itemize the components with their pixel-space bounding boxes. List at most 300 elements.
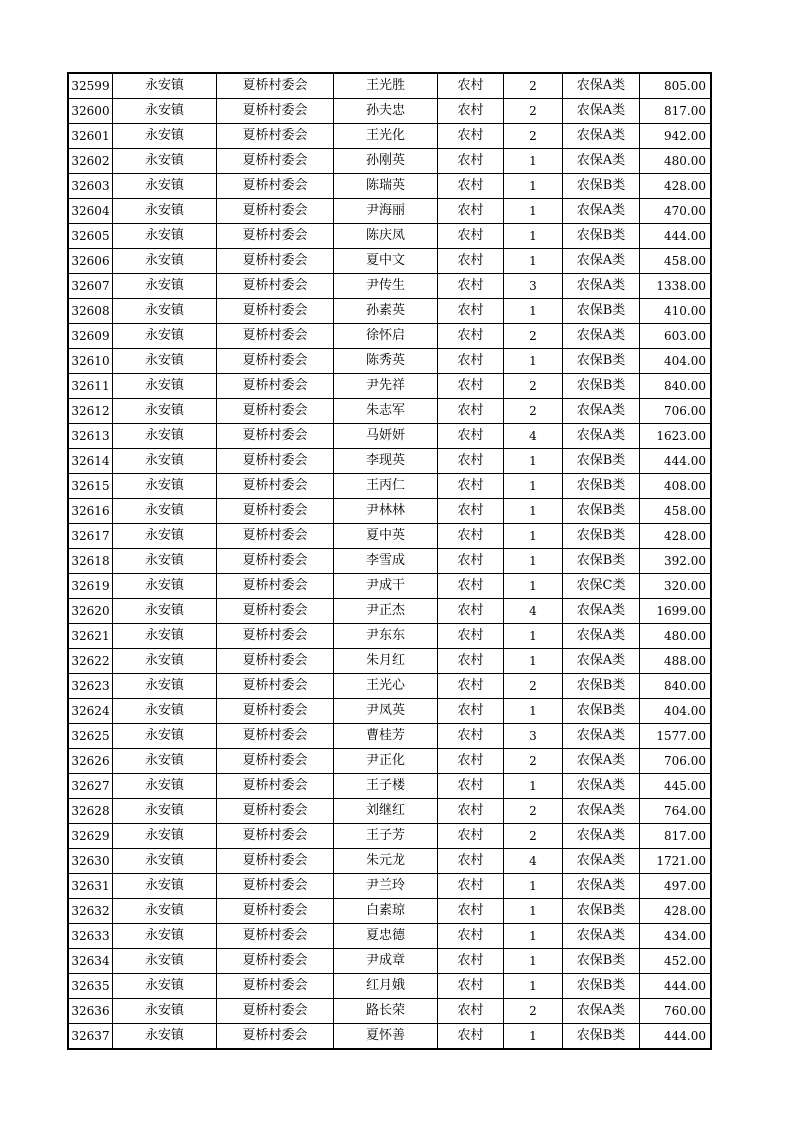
- cell-amount: 458.00: [640, 249, 712, 274]
- table-row: [68, 449, 711, 474]
- cell-serial-number: 32628: [68, 799, 113, 824]
- table-row: [68, 724, 711, 749]
- cell-village-committee: 夏桥村委会: [217, 399, 334, 424]
- cell-town: 永安镇: [113, 924, 217, 949]
- cell-household-count: 2: [504, 99, 563, 124]
- cell-village-committee: 夏桥村委会: [217, 924, 334, 949]
- cell-town: 永安镇: [113, 224, 217, 249]
- cell-town: 永安镇: [113, 824, 217, 849]
- cell-area-type: 农村: [438, 424, 504, 449]
- cell-household-count: 2: [504, 749, 563, 774]
- cell-household-count: 4: [504, 424, 563, 449]
- table-row: [68, 274, 711, 299]
- cell-village-committee: 夏桥村委会: [217, 824, 334, 849]
- cell-village-committee: 夏桥村委会: [217, 199, 334, 224]
- cell-household-count: 4: [504, 849, 563, 874]
- cell-area-type: 农村: [438, 374, 504, 399]
- cell-amount: 444.00: [640, 449, 712, 474]
- cell-area-type: 农村: [438, 349, 504, 374]
- cell-area-type: 农村: [438, 224, 504, 249]
- cell-town: 永安镇: [113, 524, 217, 549]
- cell-area-type: 农村: [438, 799, 504, 824]
- cell-village-committee: 夏桥村委会: [217, 599, 334, 624]
- table-row: [68, 699, 711, 724]
- cell-town: 永安镇: [113, 449, 217, 474]
- cell-serial-number: 32604: [68, 199, 113, 224]
- cell-insurance-category: 农保B类: [563, 299, 640, 324]
- cell-household-count: 4: [504, 599, 563, 624]
- cell-village-committee: 夏桥村委会: [217, 649, 334, 674]
- cell-person-name: 夏怀善: [334, 1024, 438, 1050]
- cell-amount: 817.00: [640, 824, 712, 849]
- cell-serial-number: 32617: [68, 524, 113, 549]
- cell-amount: 444.00: [640, 974, 712, 999]
- cell-amount: 444.00: [640, 224, 712, 249]
- cell-serial-number: 32602: [68, 149, 113, 174]
- cell-serial-number: 32632: [68, 899, 113, 924]
- cell-insurance-category: 农保A类: [563, 324, 640, 349]
- cell-serial-number: 32616: [68, 499, 113, 524]
- cell-amount: 445.00: [640, 774, 712, 799]
- cell-serial-number: 32611: [68, 374, 113, 399]
- cell-village-committee: 夏桥村委会: [217, 124, 334, 149]
- cell-insurance-category: 农保A类: [563, 99, 640, 124]
- cell-person-name: 尹成干: [334, 574, 438, 599]
- cell-town: 永安镇: [113, 324, 217, 349]
- cell-insurance-category: 农保B类: [563, 349, 640, 374]
- cell-serial-number: 32608: [68, 299, 113, 324]
- table-row: [68, 399, 711, 424]
- cell-insurance-category: 农保B类: [563, 224, 640, 249]
- cell-insurance-category: 农保A类: [563, 924, 640, 949]
- cell-household-count: 1: [504, 774, 563, 799]
- cell-area-type: 农村: [438, 999, 504, 1024]
- cell-household-count: 1: [504, 449, 563, 474]
- cell-area-type: 农村: [438, 399, 504, 424]
- cell-person-name: 尹凤英: [334, 699, 438, 724]
- cell-insurance-category: 农保C类: [563, 574, 640, 599]
- cell-town: 永安镇: [113, 149, 217, 174]
- cell-insurance-category: 农保B类: [563, 899, 640, 924]
- cell-village-committee: 夏桥村委会: [217, 874, 334, 899]
- cell-serial-number: 32612: [68, 399, 113, 424]
- table-row: [68, 574, 711, 599]
- cell-person-name: 李雪成: [334, 549, 438, 574]
- cell-insurance-category: 农保A类: [563, 599, 640, 624]
- table-row: [68, 99, 711, 124]
- cell-person-name: 朱月红: [334, 649, 438, 674]
- table-row: [68, 299, 711, 324]
- cell-insurance-category: 农保A类: [563, 999, 640, 1024]
- cell-area-type: 农村: [438, 599, 504, 624]
- cell-village-committee: 夏桥村委会: [217, 1024, 334, 1050]
- cell-area-type: 农村: [438, 449, 504, 474]
- cell-serial-number: 32622: [68, 649, 113, 674]
- cell-person-name: 朱元龙: [334, 849, 438, 874]
- cell-town: 永安镇: [113, 649, 217, 674]
- cell-area-type: 农村: [438, 899, 504, 924]
- cell-person-name: 尹兰玲: [334, 874, 438, 899]
- cell-household-count: 2: [504, 824, 563, 849]
- table-row: [68, 874, 711, 899]
- cell-person-name: 尹正杰: [334, 599, 438, 624]
- cell-serial-number: 32629: [68, 824, 113, 849]
- cell-amount: 470.00: [640, 199, 712, 224]
- cell-village-committee: 夏桥村委会: [217, 474, 334, 499]
- cell-amount: 603.00: [640, 324, 712, 349]
- cell-insurance-category: 农保A类: [563, 824, 640, 849]
- table-row: [68, 624, 711, 649]
- cell-insurance-category: 农保A类: [563, 149, 640, 174]
- cell-serial-number: 32625: [68, 724, 113, 749]
- cell-serial-number: 32621: [68, 624, 113, 649]
- cell-person-name: 尹东东: [334, 624, 438, 649]
- cell-area-type: 农村: [438, 774, 504, 799]
- cell-household-count: 1: [504, 224, 563, 249]
- cell-amount: 817.00: [640, 99, 712, 124]
- cell-serial-number: 32607: [68, 274, 113, 299]
- cell-person-name: 红月娥: [334, 974, 438, 999]
- cell-town: 永安镇: [113, 724, 217, 749]
- cell-town: 永安镇: [113, 399, 217, 424]
- cell-person-name: 夏忠德: [334, 924, 438, 949]
- cell-serial-number: 32619: [68, 574, 113, 599]
- cell-serial-number: 32627: [68, 774, 113, 799]
- cell-insurance-category: 农保B类: [563, 374, 640, 399]
- cell-person-name: 王光胜: [334, 73, 438, 99]
- cell-amount: 1338.00: [640, 274, 712, 299]
- cell-town: 永安镇: [113, 249, 217, 274]
- cell-amount: 480.00: [640, 624, 712, 649]
- cell-insurance-category: 农保B类: [563, 699, 640, 724]
- table-row: [68, 224, 711, 249]
- cell-town: 永安镇: [113, 274, 217, 299]
- cell-amount: 840.00: [640, 374, 712, 399]
- cell-area-type: 农村: [438, 124, 504, 149]
- table-row: [68, 774, 711, 799]
- cell-town: 永安镇: [113, 73, 217, 99]
- cell-person-name: 徐怀启: [334, 324, 438, 349]
- cell-insurance-category: 农保A类: [563, 249, 640, 274]
- cell-person-name: 曹桂芳: [334, 724, 438, 749]
- cell-village-committee: 夏桥村委会: [217, 574, 334, 599]
- cell-amount: 706.00: [640, 399, 712, 424]
- cell-amount: 404.00: [640, 349, 712, 374]
- cell-serial-number: 32618: [68, 549, 113, 574]
- cell-amount: 452.00: [640, 949, 712, 974]
- table-row: [68, 349, 711, 374]
- cell-area-type: 农村: [438, 574, 504, 599]
- cell-village-committee: 夏桥村委会: [217, 949, 334, 974]
- cell-person-name: 孙刚英: [334, 149, 438, 174]
- cell-household-count: 1: [504, 349, 563, 374]
- cell-amount: 764.00: [640, 799, 712, 824]
- cell-household-count: 1: [504, 574, 563, 599]
- table-row: [68, 674, 711, 699]
- cell-household-count: 3: [504, 724, 563, 749]
- cell-village-committee: 夏桥村委会: [217, 799, 334, 824]
- cell-town: 永安镇: [113, 999, 217, 1024]
- cell-insurance-category: 农保A类: [563, 724, 640, 749]
- table-row: [68, 199, 711, 224]
- cell-household-count: 2: [504, 124, 563, 149]
- cell-person-name: 王丙仁: [334, 474, 438, 499]
- cell-insurance-category: 农保B类: [563, 474, 640, 499]
- cell-area-type: 农村: [438, 174, 504, 199]
- table-row: [68, 249, 711, 274]
- cell-area-type: 农村: [438, 849, 504, 874]
- cell-household-count: 1: [504, 949, 563, 974]
- cell-amount: 428.00: [640, 899, 712, 924]
- cell-household-count: 1: [504, 1024, 563, 1050]
- cell-town: 永安镇: [113, 574, 217, 599]
- table-row: [68, 549, 711, 574]
- cell-household-count: 2: [504, 73, 563, 99]
- cell-insurance-category: 农保B类: [563, 524, 640, 549]
- cell-area-type: 农村: [438, 949, 504, 974]
- cell-serial-number: 32606: [68, 249, 113, 274]
- table-row: [68, 174, 711, 199]
- cell-person-name: 王子芳: [334, 824, 438, 849]
- table-row: [68, 324, 711, 349]
- cell-village-committee: 夏桥村委会: [217, 699, 334, 724]
- cell-insurance-category: 农保A类: [563, 774, 640, 799]
- cell-serial-number: 32614: [68, 449, 113, 474]
- cell-village-committee: 夏桥村委会: [217, 349, 334, 374]
- cell-household-count: 1: [504, 924, 563, 949]
- cell-person-name: 马妍妍: [334, 424, 438, 449]
- table-row: [68, 599, 711, 624]
- cell-village-committee: 夏桥村委会: [217, 449, 334, 474]
- cell-person-name: 尹传生: [334, 274, 438, 299]
- cell-town: 永安镇: [113, 349, 217, 374]
- cell-village-committee: 夏桥村委会: [217, 549, 334, 574]
- cell-person-name: 夏中文: [334, 249, 438, 274]
- cell-household-count: 1: [504, 299, 563, 324]
- cell-household-count: 1: [504, 499, 563, 524]
- cell-serial-number: 32599: [68, 73, 113, 99]
- cell-amount: 444.00: [640, 1024, 712, 1050]
- cell-insurance-category: 农保B类: [563, 174, 640, 199]
- cell-village-committee: 夏桥村委会: [217, 499, 334, 524]
- cell-amount: 805.00: [640, 73, 712, 99]
- cell-person-name: 孙夫忠: [334, 99, 438, 124]
- table-row: [68, 149, 711, 174]
- cell-serial-number: 32635: [68, 974, 113, 999]
- cell-village-committee: 夏桥村委会: [217, 224, 334, 249]
- cell-serial-number: 32633: [68, 924, 113, 949]
- cell-area-type: 农村: [438, 674, 504, 699]
- cell-town: 永安镇: [113, 949, 217, 974]
- table-row: [68, 974, 711, 999]
- cell-area-type: 农村: [438, 724, 504, 749]
- cell-area-type: 农村: [438, 249, 504, 274]
- cell-town: 永安镇: [113, 974, 217, 999]
- cell-household-count: 1: [504, 974, 563, 999]
- cell-area-type: 农村: [438, 549, 504, 574]
- cell-town: 永安镇: [113, 424, 217, 449]
- table-row: [68, 949, 711, 974]
- cell-insurance-category: 农保A类: [563, 124, 640, 149]
- cell-household-count: 1: [504, 649, 563, 674]
- cell-serial-number: 32601: [68, 124, 113, 149]
- cell-town: 永安镇: [113, 199, 217, 224]
- cell-insurance-category: 农保A类: [563, 73, 640, 99]
- cell-person-name: 尹海丽: [334, 199, 438, 224]
- cell-amount: 706.00: [640, 749, 712, 774]
- cell-amount: 1721.00: [640, 849, 712, 874]
- cell-insurance-category: 农保A类: [563, 624, 640, 649]
- cell-amount: 320.00: [640, 574, 712, 599]
- cell-village-committee: 夏桥村委会: [217, 674, 334, 699]
- cell-area-type: 农村: [438, 699, 504, 724]
- table-row: [68, 474, 711, 499]
- cell-amount: 392.00: [640, 549, 712, 574]
- cell-person-name: 刘继红: [334, 799, 438, 824]
- cell-town: 永安镇: [113, 849, 217, 874]
- cell-town: 永安镇: [113, 899, 217, 924]
- cell-town: 永安镇: [113, 474, 217, 499]
- cell-person-name: 孙素英: [334, 299, 438, 324]
- cell-town: 永安镇: [113, 1024, 217, 1050]
- cell-serial-number: 32630: [68, 849, 113, 874]
- table-body: [68, 73, 711, 1049]
- cell-area-type: 农村: [438, 524, 504, 549]
- cell-insurance-category: 农保A类: [563, 399, 640, 424]
- cell-person-name: 陈庆凤: [334, 224, 438, 249]
- cell-household-count: 2: [504, 799, 563, 824]
- cell-serial-number: 32615: [68, 474, 113, 499]
- cell-area-type: 农村: [438, 299, 504, 324]
- table-row: [68, 899, 711, 924]
- cell-person-name: 尹正化: [334, 749, 438, 774]
- cell-village-committee: 夏桥村委会: [217, 999, 334, 1024]
- cell-area-type: 农村: [438, 499, 504, 524]
- cell-household-count: 1: [504, 874, 563, 899]
- cell-town: 永安镇: [113, 699, 217, 724]
- cell-amount: 480.00: [640, 149, 712, 174]
- cell-person-name: 白素琼: [334, 899, 438, 924]
- cell-village-committee: 夏桥村委会: [217, 624, 334, 649]
- cell-area-type: 农村: [438, 624, 504, 649]
- cell-amount: 1577.00: [640, 724, 712, 749]
- cell-household-count: 2: [504, 399, 563, 424]
- table-row: [68, 499, 711, 524]
- cell-town: 永安镇: [113, 599, 217, 624]
- cell-amount: 497.00: [640, 874, 712, 899]
- cell-insurance-category: 农保A类: [563, 799, 640, 824]
- cell-serial-number: 32620: [68, 599, 113, 624]
- cell-household-count: 2: [504, 324, 563, 349]
- cell-person-name: 王光化: [334, 124, 438, 149]
- cell-insurance-category: 农保A类: [563, 649, 640, 674]
- cell-village-committee: 夏桥村委会: [217, 849, 334, 874]
- cell-insurance-category: 农保B类: [563, 449, 640, 474]
- table-row: [68, 749, 711, 774]
- cell-amount: 458.00: [640, 499, 712, 524]
- cell-insurance-category: 农保A类: [563, 274, 640, 299]
- cell-town: 永安镇: [113, 499, 217, 524]
- cell-town: 永安镇: [113, 124, 217, 149]
- cell-person-name: 路长荣: [334, 999, 438, 1024]
- cell-person-name: 尹成章: [334, 949, 438, 974]
- cell-amount: 408.00: [640, 474, 712, 499]
- cell-area-type: 农村: [438, 474, 504, 499]
- cell-area-type: 农村: [438, 149, 504, 174]
- table-row: [68, 799, 711, 824]
- cell-household-count: 1: [504, 524, 563, 549]
- spreadsheet-page: [67, 72, 712, 1050]
- cell-town: 永安镇: [113, 749, 217, 774]
- cell-area-type: 农村: [438, 924, 504, 949]
- cell-serial-number: 32613: [68, 424, 113, 449]
- cell-insurance-category: 农保B类: [563, 1024, 640, 1050]
- table-row: [68, 849, 711, 874]
- cell-amount: 404.00: [640, 699, 712, 724]
- cell-household-count: 3: [504, 274, 563, 299]
- cell-area-type: 农村: [438, 874, 504, 899]
- table-row: [68, 73, 711, 99]
- cell-insurance-category: 农保A类: [563, 424, 640, 449]
- cell-area-type: 农村: [438, 824, 504, 849]
- cell-serial-number: 32600: [68, 99, 113, 124]
- cell-household-count: 1: [504, 899, 563, 924]
- cell-amount: 942.00: [640, 124, 712, 149]
- cell-serial-number: 32631: [68, 874, 113, 899]
- cell-insurance-category: 农保B类: [563, 949, 640, 974]
- cell-amount: 410.00: [640, 299, 712, 324]
- cell-person-name: 李现英: [334, 449, 438, 474]
- cell-insurance-category: 农保B类: [563, 674, 640, 699]
- table-row: [68, 374, 711, 399]
- cell-village-committee: 夏桥村委会: [217, 149, 334, 174]
- cell-amount: 428.00: [640, 524, 712, 549]
- table-row: [68, 924, 711, 949]
- cell-village-committee: 夏桥村委会: [217, 724, 334, 749]
- cell-person-name: 王光心: [334, 674, 438, 699]
- cell-serial-number: 32624: [68, 699, 113, 724]
- data-table: [67, 72, 712, 1050]
- cell-insurance-category: 农保B类: [563, 549, 640, 574]
- cell-village-committee: 夏桥村委会: [217, 73, 334, 99]
- cell-area-type: 农村: [438, 199, 504, 224]
- cell-amount: 840.00: [640, 674, 712, 699]
- cell-insurance-category: 农保A类: [563, 749, 640, 774]
- cell-amount: 1699.00: [640, 599, 712, 624]
- cell-household-count: 2: [504, 999, 563, 1024]
- cell-village-committee: 夏桥村委会: [217, 424, 334, 449]
- cell-household-count: 1: [504, 699, 563, 724]
- cell-person-name: 夏中英: [334, 524, 438, 549]
- cell-town: 永安镇: [113, 174, 217, 199]
- cell-serial-number: 32610: [68, 349, 113, 374]
- cell-insurance-category: 农保A类: [563, 849, 640, 874]
- cell-town: 永安镇: [113, 799, 217, 824]
- cell-village-committee: 夏桥村委会: [217, 774, 334, 799]
- cell-serial-number: 32605: [68, 224, 113, 249]
- cell-area-type: 农村: [438, 749, 504, 774]
- cell-amount: 760.00: [640, 999, 712, 1024]
- cell-village-committee: 夏桥村委会: [217, 749, 334, 774]
- cell-town: 永安镇: [113, 774, 217, 799]
- cell-village-committee: 夏桥村委会: [217, 299, 334, 324]
- cell-insurance-category: 农保A类: [563, 874, 640, 899]
- cell-person-name: 朱志军: [334, 399, 438, 424]
- cell-insurance-category: 农保B类: [563, 974, 640, 999]
- cell-village-committee: 夏桥村委会: [217, 274, 334, 299]
- cell-household-count: 2: [504, 374, 563, 399]
- cell-household-count: 1: [504, 474, 563, 499]
